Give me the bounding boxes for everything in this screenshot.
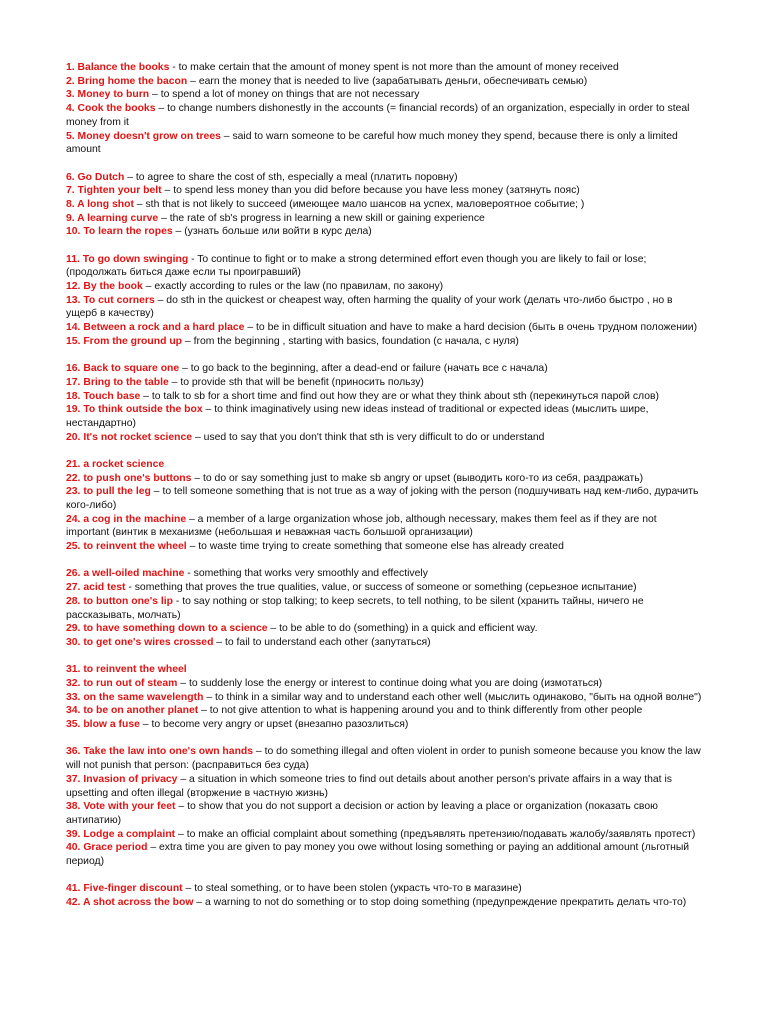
idiom-definition: to go back to the beginning, after a dead-end or failure (начать все с начала) <box>190 363 548 375</box>
idiom-entry <box>66 130 702 157</box>
idiom-entry <box>66 663 702 677</box>
idiom-entry <box>66 800 702 827</box>
idiom-term: 25. to reinvent the wheel <box>66 541 187 553</box>
idiom-separator: – <box>177 677 189 689</box>
idiom-separator: – <box>203 691 215 703</box>
idiom-definition: to become very angry or upset (внезапно разозлиться) <box>151 719 409 731</box>
idiom-definition: (узнать больше или войти в курс дела) <box>184 226 372 238</box>
idiom-term: 33. on the same wavelength <box>66 691 204 703</box>
idiom-term: 39. Lodge a complaint <box>66 828 176 840</box>
idiom-entry <box>66 88 702 102</box>
idiom-separator: – <box>182 335 194 347</box>
idiom-separator: – <box>186 541 199 553</box>
idiom-term: 42. A shot across the bow <box>66 897 194 909</box>
idiom-entry <box>66 198 702 212</box>
idiom-definition: to fail to understand each other (запутаться) <box>224 636 431 648</box>
idiom-definition: to think imaginatively using new ideas instead of traditional or expected ideas (мыслить шире, нестандартно) <box>66 404 649 429</box>
idiom-definition: to agree to share the cost of sth, especially a meal (платить поровну) <box>135 171 458 183</box>
idiom-term: 27. acid test <box>66 582 126 594</box>
idiom-entry <box>66 581 702 595</box>
idiom-separator: – <box>168 376 181 388</box>
idiom-separator: – <box>150 486 163 498</box>
idiom-term: 36. Take the law into one's own hands <box>66 746 254 758</box>
idiom-definition: to make an official complaint about something (предъявлять претензию/подавать жалобу/заявлять протест) <box>186 828 696 840</box>
idiom-definition: the rate of sb's progress in learning a new skill or gaining experience <box>169 212 485 224</box>
idiom-separator: – <box>142 281 155 293</box>
idiom-definition: to tell someone something that is not true as a way of joking with the person (подшучивать над кем-либо, дурачить кого-либо) <box>66 486 699 512</box>
idiom-term: 40. Grace period <box>66 842 148 854</box>
idiom-definition: something that works very smoothly and effectively <box>193 568 428 580</box>
idiom-term: 2. Bring home the bacon <box>66 75 188 87</box>
idiom-entry <box>66 513 702 540</box>
idiom-term: 22. to push one's buttons <box>66 472 192 484</box>
idiom-separator: – <box>179 363 191 375</box>
idiom-definition: sth that is not likely to succeed (имеющее мало шансов на успех, маловероятное событие; ) <box>145 198 585 210</box>
idiom-group <box>66 253 702 349</box>
idiom-entry <box>66 253 702 280</box>
idiom-definition: something that proves the true qualities, value, or success of someone or something (серьезное испытание) <box>134 582 637 594</box>
idiom-definition: extra time you are given to pay money you owe without losing something or paying an additional amount (льготный период) <box>66 842 690 868</box>
idiom-term: 7. Tighten your belt <box>66 185 162 197</box>
idiom-group <box>66 663 702 732</box>
idiom-entry <box>66 212 702 226</box>
idiom-entry <box>66 773 702 800</box>
idiom-group <box>66 745 702 868</box>
idiom-definition: to talk to sb for a short time and find out how they are or what they think about sth (перекинуться парой слов) <box>151 390 659 402</box>
idiom-entry <box>66 841 702 868</box>
idiom-term: 12. By the book <box>66 281 143 293</box>
idiom-entry <box>66 828 702 842</box>
idiom-definition: earn the money that is needed to live (зарабатывать деньги, обеспечивать семью) <box>198 75 588 87</box>
idiom-definition: to think in a similar way and to understand each other well (мыслить одинаково, "быть на одной волне") <box>215 691 702 703</box>
idiom-group <box>66 61 702 157</box>
idiom-entry <box>66 431 702 445</box>
idiom-separator: - <box>184 568 194 580</box>
idiom-separator: - <box>188 253 198 265</box>
idiom-definition: to change numbers dishonestly in the accounts (= financial records) of an organization, especially in order to steal money from it <box>66 103 690 128</box>
idiom-entry <box>66 280 702 294</box>
idiom-definition: to not give attention to what is happening around you and to think differently from other people <box>209 705 643 717</box>
idiom-separator: – <box>186 513 198 525</box>
idiom-entry <box>66 677 702 691</box>
idiom-entry <box>66 896 702 910</box>
idiom-term: 14. Between a rock and a hard place <box>66 322 245 334</box>
idiom-definition: a situation in which someone tries to find out details about another person's private affairs in a way that is upsetting and often illegal (вторжение в частную жизнь) <box>66 773 672 799</box>
idiom-entry <box>66 362 702 376</box>
idiom-term: 28. to button one's lip <box>66 595 173 607</box>
idiom-separator: – <box>172 226 185 238</box>
idiom-definition: to spend a lot of money on things that are not necessary <box>160 89 420 101</box>
idiom-term: 10. To learn the ropes <box>66 226 173 238</box>
idiom-entry <box>66 75 702 89</box>
idiom-separator: – <box>158 212 170 224</box>
idiom-term: 32. to run out of steam <box>66 677 178 689</box>
idiom-document <box>66 61 702 923</box>
idiom-term: 31. to reinvent the wheel <box>66 664 187 676</box>
idiom-definition: to do something illegal and often violent in order to punish someone because you know the law will not punish that person: (расправиться без суда) <box>66 746 701 772</box>
idiom-term: 37. Invasion of privacy <box>66 773 178 785</box>
idiom-term: 15. From the ground up <box>66 335 183 347</box>
idiom-entry <box>66 403 702 430</box>
idiom-definition: To continue to fight or to make a strong determined effort even though you are likely to fail or lose; (продолжать биться даже если ты проигравший) <box>66 253 647 279</box>
idiom-separator: – <box>187 75 199 87</box>
idiom-term: 3. Money to burn <box>66 89 150 101</box>
idiom-separator: – <box>202 404 215 416</box>
idiom-term: 26. a well-oiled machine <box>66 568 185 580</box>
idiom-entry <box>66 171 702 185</box>
idiom-separator: – <box>147 842 159 854</box>
idiom-entry <box>66 225 702 239</box>
idiom-entry <box>66 458 702 472</box>
idiom-entry <box>66 691 702 705</box>
idiom-term: 20. It's not rocket science <box>66 431 193 443</box>
idiom-separator: – <box>191 472 203 484</box>
idiom-group <box>66 458 702 554</box>
idiom-separator: - <box>169 62 179 73</box>
idiom-entry <box>66 61 702 75</box>
idiom-term: 30. to get one's wires crossed <box>66 636 214 648</box>
idiom-term: 8. A long shot <box>66 198 134 210</box>
idiom-separator: - <box>125 582 135 594</box>
idiom-term: 6. Go Dutch <box>66 171 125 183</box>
idiom-definition: said to warn someone to be careful how much money they spend, because there is only a limited amount <box>66 130 678 156</box>
idiom-term: 1. Balance the books <box>66 62 170 73</box>
idiom-group <box>66 362 702 444</box>
idiom-definition: to be in difficult situation and have to make a hard decision (быть в очень трудном положении) <box>256 322 698 334</box>
idiom-group <box>66 567 702 649</box>
idiom-separator: – <box>124 171 136 183</box>
idiom-definition: do sth in the quickest or cheapest way, often harming the quality of your work (делать что-либо быстро , но в ущерб в качеству) <box>66 294 673 320</box>
idiom-entry <box>66 184 702 198</box>
idiom-entry <box>66 622 702 636</box>
idiom-definition: to do or say something just to make sb angry or upset (выводить кого-то из себя, раздражать) <box>203 472 644 484</box>
idiom-entry <box>66 636 702 650</box>
idiom-separator: – <box>198 705 210 717</box>
idiom-separator: – <box>133 198 146 210</box>
idiom-definition: to waste time trying to create something that someone else has already created <box>198 541 564 553</box>
idiom-entry <box>66 540 702 554</box>
idiom-term: 18. Touch base <box>66 390 141 402</box>
idiom-definition: to provide sth that will be benefit (приносить пользу) <box>180 376 424 388</box>
idiom-definition: to show that you do not support a decision or action by leaving a place or organization (показать свою антипатию) <box>66 801 658 826</box>
idiom-definition: from the beginning , starting with basics, foundation (с начала, с нуля) <box>193 335 519 347</box>
idiom-entry <box>66 595 702 622</box>
idiom-separator: – <box>161 185 174 197</box>
idiom-term: 11. To go down swinging <box>66 253 189 265</box>
idiom-entry <box>66 485 702 512</box>
idiom-definition: a member of a large organization whose job, although necessary, makes them feel as if they are not important (винтик в механизме (небольшая и неважная часть большой организации) <box>66 513 657 539</box>
idiom-entry <box>66 745 702 772</box>
idiom-term: 9. A learning curve <box>66 212 159 224</box>
idiom-separator: – <box>149 89 161 101</box>
idiom-separator: – <box>175 801 188 813</box>
idiom-term: 17. Bring to the table <box>66 376 169 388</box>
idiom-term: 16. Back to square one <box>66 363 180 375</box>
idiom-entry <box>66 704 702 718</box>
idiom-term: 24. a cog in the machine <box>66 513 187 525</box>
idiom-entry <box>66 376 702 390</box>
idiom-term: 29. to have something down to a science <box>66 623 268 635</box>
idiom-entry <box>66 335 702 349</box>
idiom-definition: to spend less money than you did before because you have less money (затянуть пояс) <box>173 185 580 197</box>
idiom-separator: - <box>172 595 183 607</box>
idiom-entry <box>66 718 702 732</box>
idiom-term: 21. a rocket science <box>66 458 165 470</box>
idiom-term: 5. Money doesn't grow on trees <box>66 130 221 142</box>
idiom-separator: – <box>220 130 233 142</box>
idiom-group <box>66 882 702 909</box>
idiom-entry <box>66 390 702 404</box>
idiom-term: 4. Cook the books <box>66 103 156 115</box>
idiom-separator: – <box>177 773 190 785</box>
idiom-separator: – <box>140 390 152 402</box>
idiom-definition: to make certain that the amount of money spent is not more than the amount of money received <box>178 62 619 73</box>
idiom-entry <box>66 294 702 321</box>
idiom-separator: – <box>244 322 257 334</box>
idiom-definition: used to say that you don't think that sth is very difficult to do or understand <box>203 431 545 443</box>
idiom-term: 35. blow a fuse <box>66 719 140 731</box>
idiom-entry <box>66 567 702 581</box>
idiom-entry <box>66 102 702 129</box>
idiom-separator: – <box>267 623 280 635</box>
idiom-separator: – <box>253 746 265 758</box>
idiom-term: 34. to be on another planet <box>66 705 199 717</box>
idiom-entry <box>66 472 702 486</box>
idiom-separator: – <box>193 897 205 909</box>
idiom-definition: exactly according to rules or the law (по правилам, по закону) <box>154 281 444 293</box>
idiom-definition: to steal something, or to have been stolen (украсть что-то в магазине) <box>194 883 522 895</box>
idiom-separator: – <box>213 636 225 648</box>
idiom-separator: – <box>139 719 152 731</box>
idiom-term: 23. to pull the leg <box>66 486 151 498</box>
idiom-term: 38. Vote with your feet <box>66 801 176 813</box>
idiom-separator: – <box>154 294 167 306</box>
idiom-entry <box>66 882 702 896</box>
idiom-group <box>66 171 702 240</box>
idiom-term: 13. To cut corners <box>66 294 155 306</box>
idiom-definition: to suddenly lose the energy or interest to continue doing what you are doing (измотаться) <box>188 677 603 689</box>
idiom-separator: – <box>192 431 204 443</box>
idiom-separator: – <box>155 103 168 115</box>
idiom-definition: to say nothing or stop talking; to keep secrets, to tell nothing, to be silent (хранить тайны, ничего не рассказывать, молчать) <box>66 595 644 621</box>
idiom-separator: – <box>182 883 195 895</box>
idiom-term: 41. Five-finger discount <box>66 883 183 895</box>
idiom-separator: – <box>175 828 187 840</box>
idiom-term: 19. To think outside the box <box>66 404 203 416</box>
idiom-entry <box>66 321 702 335</box>
idiom-definition: a warning to not do something or to stop doing something (предупреждение прекратить делать что-то) <box>204 897 687 909</box>
idiom-definition: to be able to do (something) in a quick and efficient way. <box>279 623 538 635</box>
